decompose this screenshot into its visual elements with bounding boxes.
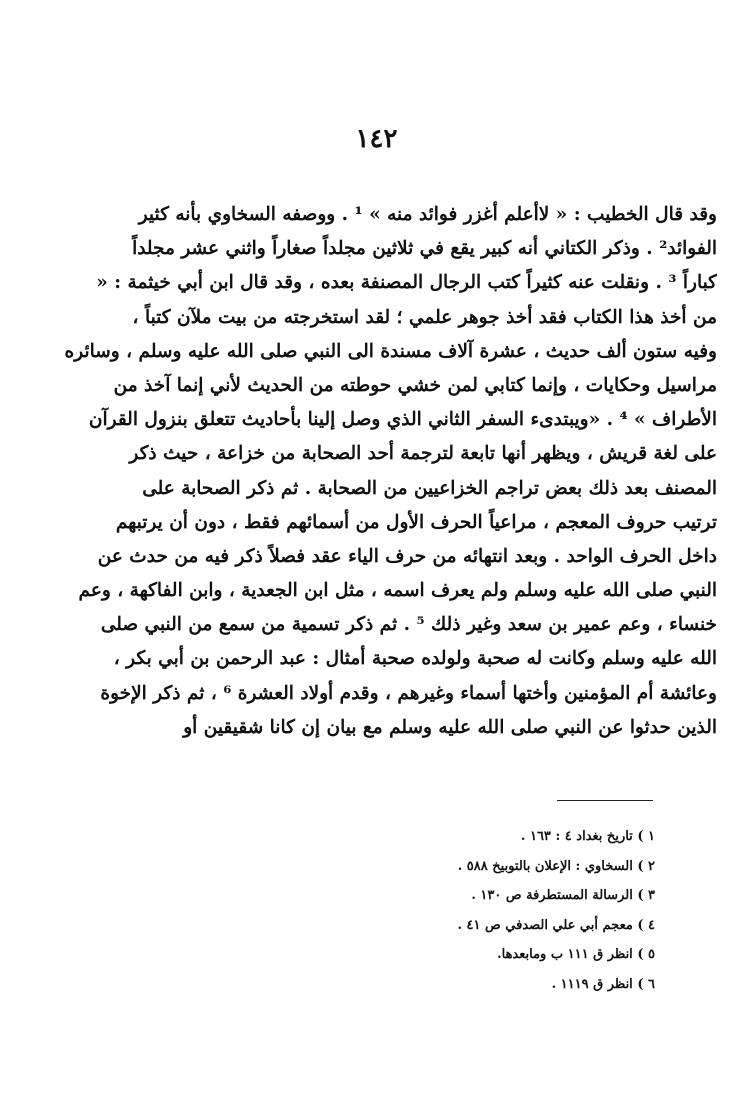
- text-line: ترتيب حروف المعجم ، مراعياً الحرف الأول من أسمائهم فقط ، دون أن يرتبهم: [115, 511, 717, 533]
- page-number: ١٤٢: [355, 124, 398, 154]
- text-line: النبي صلى الله عليه وسلم ولم يعرف اسمه ، مثل ابن الجعدية ، وابن الفاكهة ، وعم: [78, 580, 717, 602]
- text-line: خنساء ، وعم عمير بن سعد وغير ذلك ⁵ . ثم ذكر تسمية من سمع من النبي صلى: [100, 614, 717, 636]
- text-line: وفيه ستون ألف حديث ، عشرة آلاف مسندة الى النبي صلى الله عليه وسلم ، وسائره: [64, 340, 717, 362]
- text-line: الأطراف » ⁴ . «ويبتدىء السفر الثاني الذي وصل إلينا بأحاديث تتعلق بنزول القرآن: [88, 409, 717, 431]
- text-line: كباراً ³ . ونقلت عنه كثيراً كتب الرجال المصنفة بعده ، وقد قال ابن أبي خيثمة : «: [96, 272, 717, 294]
- text-line: داخل الحرف الواحد . وبعد انتهائه من حرف الياء عقد فصلاً ذكر فيه من حدث عن: [97, 545, 717, 567]
- footnote-item: ٦ ) انظر ق ١١١٩ .: [551, 976, 655, 992]
- text-line: الله عليه وسلم وكانت له صحبة ولولده صحبة أمثال : عبد الرحمن بن أبي بكر ،: [113, 648, 717, 670]
- text-line: الفوائد² . وذكر الكتاني أنه كبير يقع في ثلاثين مجلداً صغاراً واثني عشر مجلداً: [132, 238, 717, 260]
- text-line: وقد قال الخطيب : « لاأعلم أغزر فوائد منه » ¹ . ووصفه السخاوي بأنه كثير: [138, 204, 717, 225]
- text-line: المصنف بعد ذلك بعض تراجم الخزاعيين من الصحابة . ثم ذكر الصحابة على: [142, 477, 717, 499]
- text-line: مراسيل وحكايات ، وإنما كتابي لمن خشي حوطته من الحديث لأني إنما آخذ من: [113, 374, 717, 396]
- footnote-item: ٥ ) انظر ق ١١١ ب ومابعدها.: [497, 947, 655, 963]
- text-line: وعائشة أم المؤمنين وأختها أسماء وغيرهم ، وقدم أولاد العشرة ⁶ ، ثم ذكر الإخوة: [100, 682, 717, 704]
- text-line: على لغة قريش ، ويظهر أنها تابعة لترجمة أحد الصحابة من خزاعة ، حيث ذكر: [129, 443, 717, 465]
- text-line: الذين حدثوا عن النبي صلى الله عليه وسلم مع بيان إن كانا شقيقين أو: [183, 716, 717, 738]
- footnotes-list: [95, 822, 655, 1000]
- footnote-item: ٣ ) الرسالة المستطرفة ص ١٣٠ .: [471, 888, 655, 904]
- footnote-item: ٢ ) السخاوي : الإعلان بالتوبيخ ٥٨٨ .: [457, 858, 655, 874]
- footnote-divider: [557, 800, 653, 801]
- footnote-item: ١ ) تاريخ بغداد ٤ : ١٦٣ .: [520, 829, 655, 844]
- footnote-item: ٤ ) معجم أبي علي الصدفي ص ٤١ .: [457, 917, 655, 933]
- text-line: من أخذ هذا الكتاب فقد أخذ جوهر علمي ؛ لقد استخرجته من بيت ملآن كتباً ،: [132, 306, 717, 328]
- body-paragraph: [37, 198, 717, 745]
